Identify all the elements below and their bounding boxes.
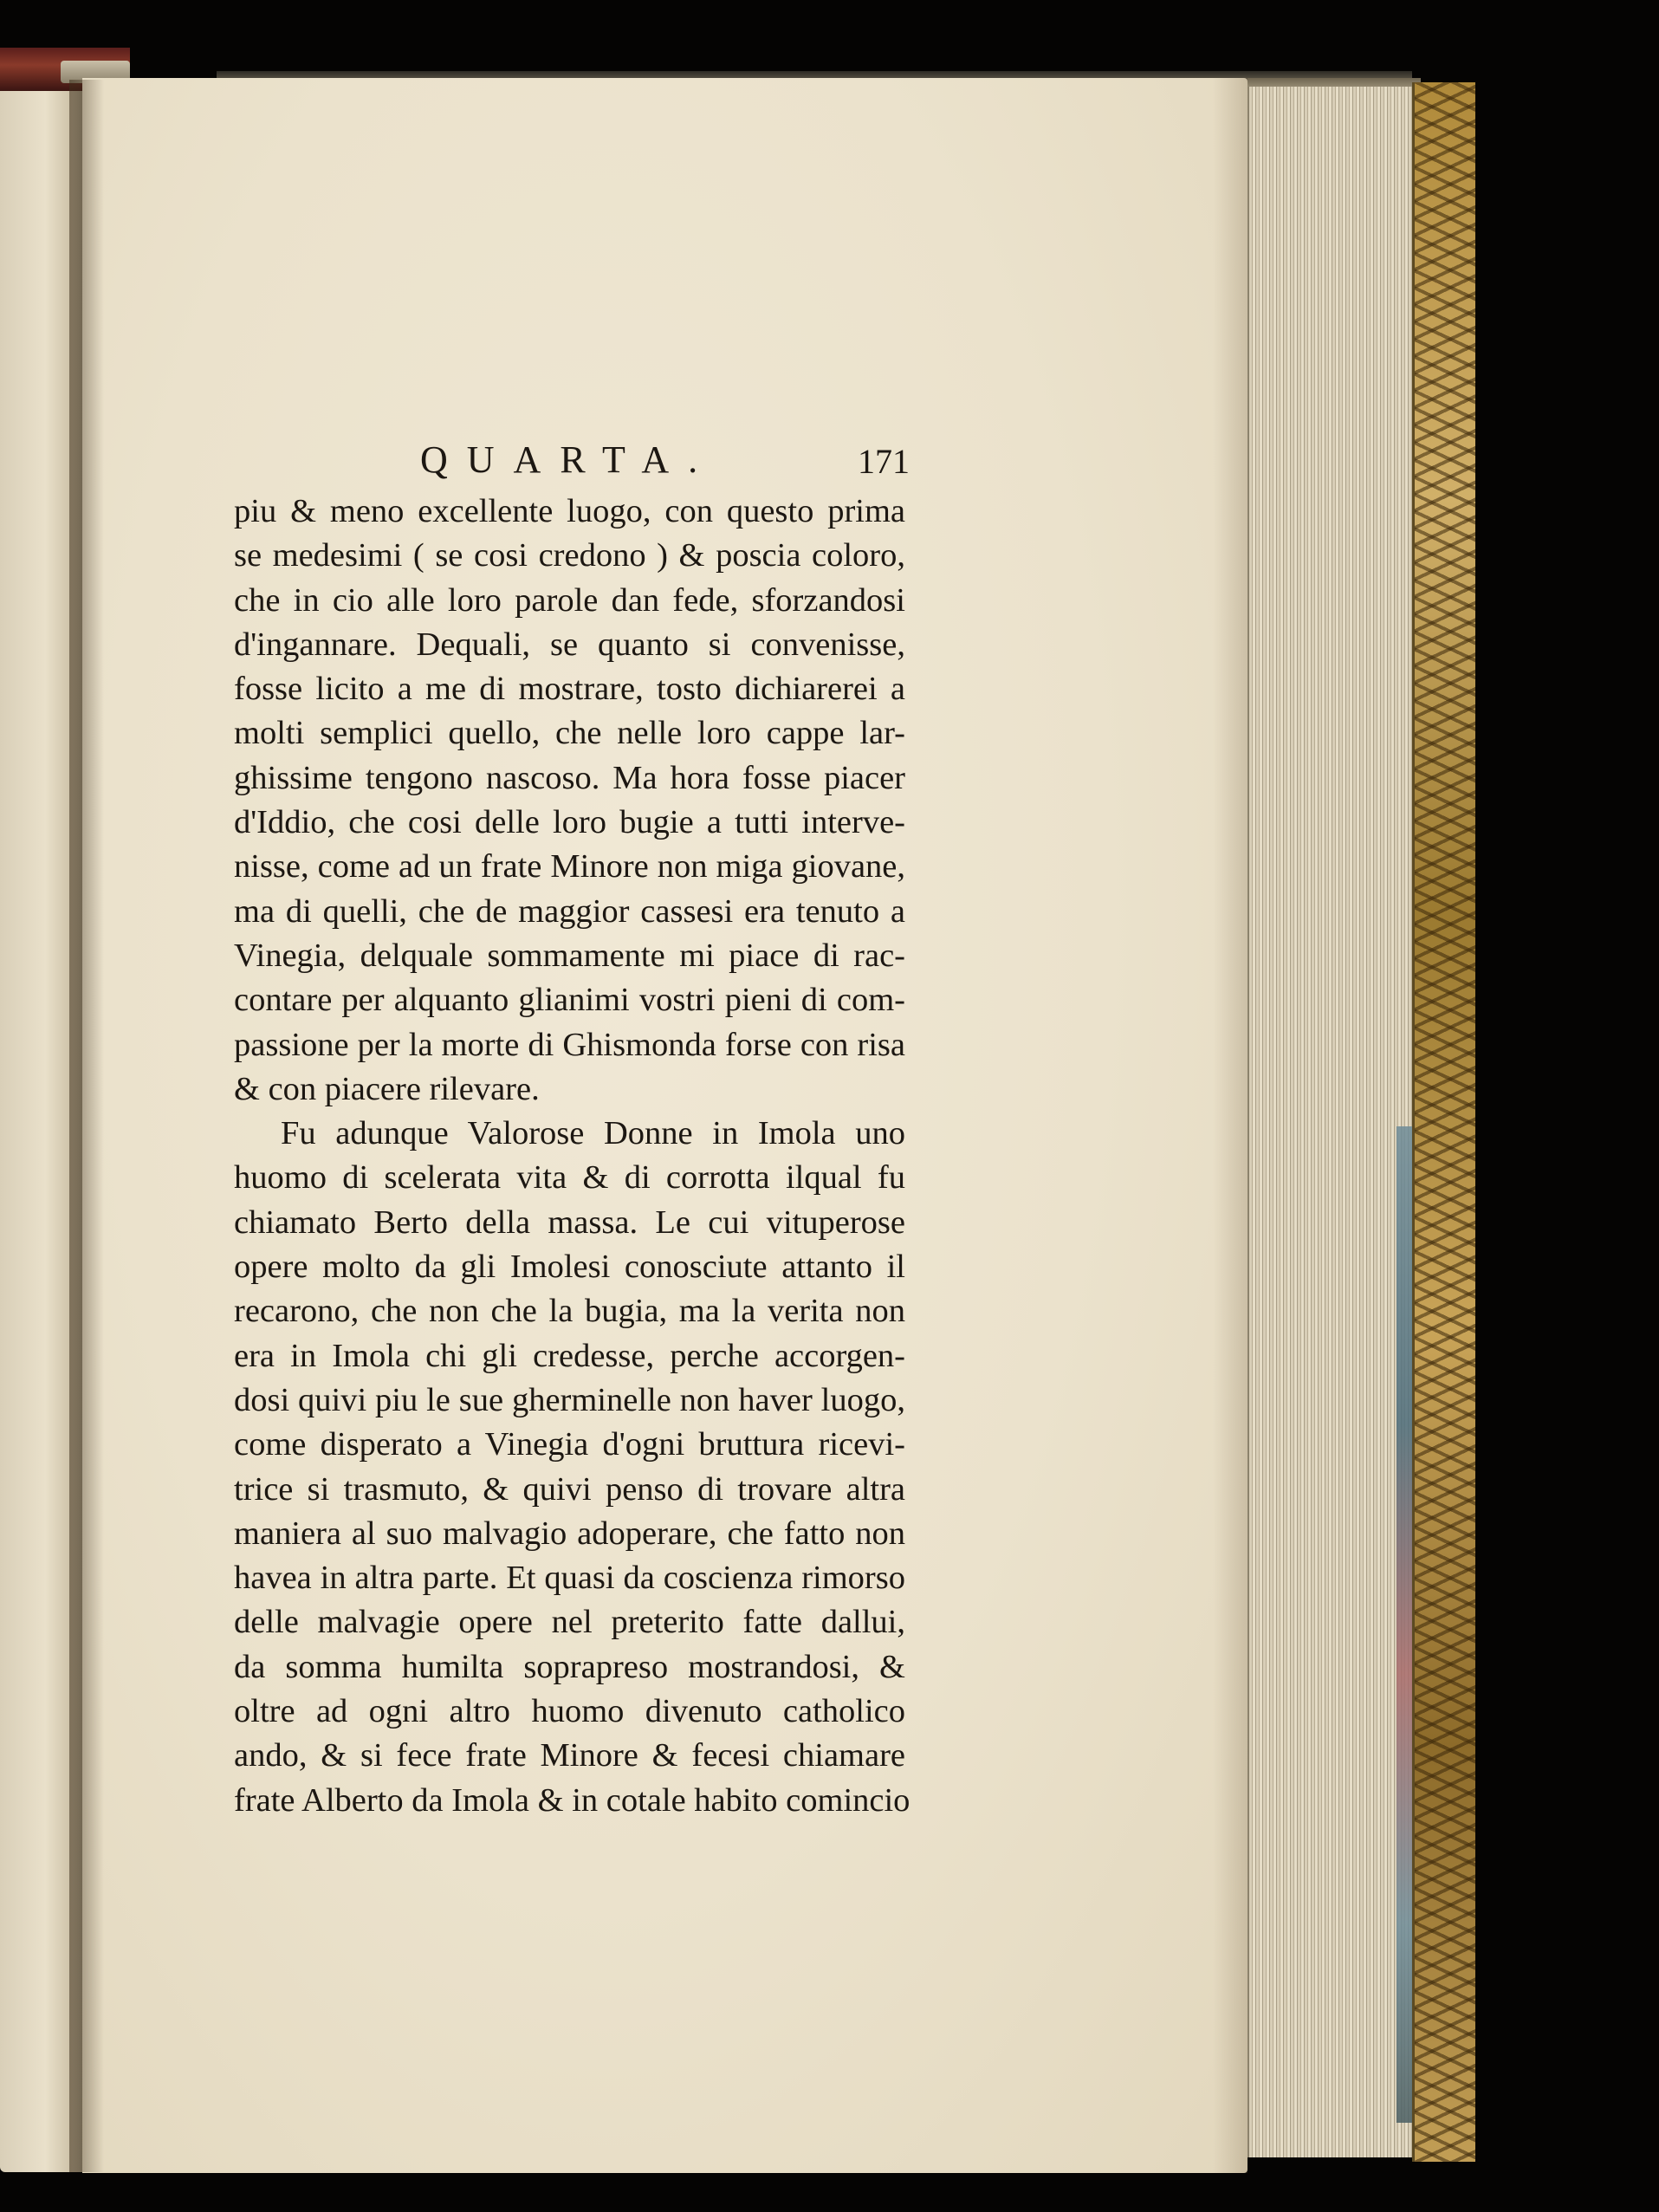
text-line: ghissime tengono nascoso. Ma hora fosse piacer <box>234 759 905 796</box>
text-line: recarono, che non che la bugia, ma la verita non <box>234 1293 905 1330</box>
text-line: havea in altra parte. Et quasi da coscienza rimorso <box>234 1560 905 1597</box>
text-line: era in Imola chi gli credesse, perche accorgen- <box>234 1337 905 1374</box>
gutter-shadow <box>69 80 104 2172</box>
fore-edge-page-stack <box>1247 87 1414 2157</box>
text-line: Fu adunque Valorose Donne in Imola uno <box>281 1115 905 1152</box>
running-head <box>234 438 918 486</box>
text-line: oltre ad ogni altro huomo divenuto catholico <box>234 1693 905 1730</box>
text-line: contare per alquanto glianimi vostri pieni di com- <box>234 982 905 1019</box>
text-line: trice si trasmuto, & quivi penso di trovare altra <box>234 1470 905 1508</box>
text-line: opere molto da gli Imolesi conosciute attanto il <box>234 1249 905 1286</box>
text-line: d'Iddio, che cosi delle loro bugie a tutti interve- <box>234 804 905 841</box>
page-edge-shadow <box>1213 78 1247 2173</box>
text-line: Vinegia, delquale sommamente mi piace di rac- <box>234 937 905 974</box>
paragraph-1 <box>234 490 918 1112</box>
text-line: ando, & si fece frate Minore & fecesi chiamare <box>234 1737 905 1774</box>
paragraph-2 <box>234 1112 918 1823</box>
text-line: piu & meno excellente luogo, con questo prima <box>234 493 905 529</box>
text-block <box>234 438 918 1823</box>
text-line: & con piacere rilevare. <box>234 1070 540 1107</box>
text-line: dosi quivi piu le sue gherminelle non haver luogo, <box>234 1381 905 1418</box>
text-line: ma di quelli, che de maggior cassesi era tenuto a <box>234 892 905 930</box>
text-line: passione per la morte di Ghismonda forse con risa <box>234 1026 905 1063</box>
text-line: chiamato Berto della massa. Le cui vituperose <box>234 1203 905 1241</box>
text-line: frate Alberto da Imola & in cotale habito comincio <box>234 1781 911 1819</box>
text-line: se medesimi ( se cosi credono ) & poscia coloro, <box>234 537 905 574</box>
page-number: 171 <box>858 442 910 481</box>
text-line: da somma humilta soprapreso mostrandosi, & <box>234 1648 905 1685</box>
text-line: fosse licito a me di mostrare, tosto dichiarerei a <box>234 671 905 708</box>
text-line: nisse, come ad un frate Minore non miga giovane, <box>234 848 905 885</box>
text-line: che in cio alle loro parole dan fede, sforzandosi <box>234 581 905 619</box>
text-line: maniera al suo malvagio adoperare, che fatto non <box>234 1515 905 1552</box>
text-line: huomo di scelerata vita & di corrotta ilqual fu <box>234 1159 905 1197</box>
marbled-endpaper-edge <box>1397 1126 1414 2123</box>
running-head-title: QUARTA. <box>420 438 717 481</box>
gilt-binding-edge <box>1412 82 1475 2162</box>
text-line: d'ingannare. Dequali, se quanto si convenisse, <box>234 626 905 663</box>
text-line: molti semplici quello, che nelle loro cappe lar- <box>234 715 905 752</box>
text-line: come disperato a Vinegia d'ogni bruttura ricevi- <box>234 1426 905 1463</box>
text-line: delle malvagie opere nel preterito fatte dallui, <box>234 1604 905 1641</box>
